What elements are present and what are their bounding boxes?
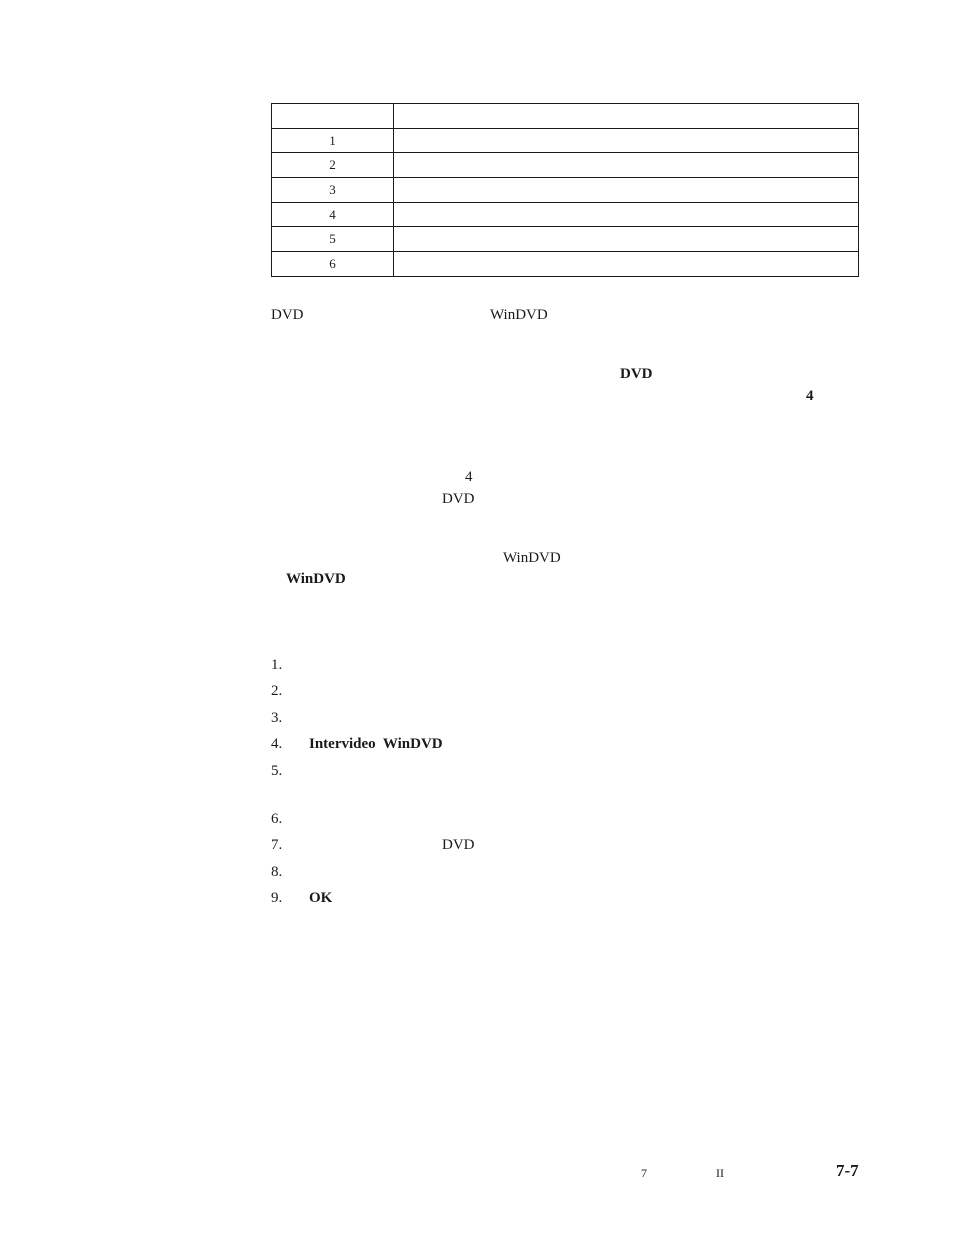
footer-chapter: 7 <box>641 1166 647 1180</box>
step-text: Intervideo WinDVD <box>309 736 443 752</box>
para2-four-bold: 4 <box>806 388 814 404</box>
para1-dvd-text: DVD <box>271 307 304 323</box>
step-number: 4. <box>271 736 283 752</box>
step-number: 5. <box>271 763 283 779</box>
table-header-cell <box>394 104 859 129</box>
para3-dvd-text: DVD <box>442 491 475 507</box>
step-number: 1. <box>271 657 283 673</box>
step-number: 3. <box>271 710 283 726</box>
footer-part: II <box>716 1166 724 1180</box>
table-row <box>272 153 859 178</box>
para1-windvd-text: WinDVD <box>490 307 548 323</box>
region-code-cell: 4 <box>272 202 394 227</box>
table-row <box>272 227 859 252</box>
step-number: 9. <box>271 890 283 906</box>
page-number: 7-7 <box>836 1161 859 1180</box>
region-code-table <box>271 103 859 277</box>
region-desc-cell <box>394 178 859 203</box>
table-header-cell <box>272 104 394 129</box>
table-header-row <box>272 104 859 129</box>
para2-dvd-bold: DVD <box>620 366 653 382</box>
region-desc-cell <box>394 153 859 178</box>
table-row <box>272 178 859 203</box>
para4-windvd-text: WinDVD <box>503 550 561 566</box>
para4-windvd-bold: WinDVD <box>286 571 346 587</box>
region-desc-cell <box>394 227 859 252</box>
region-code-cell: 1 <box>272 128 394 153</box>
step-text: OK <box>309 890 333 906</box>
step-number: 6. <box>271 811 283 827</box>
region-desc-cell <box>394 252 859 277</box>
region-code-cell: 3 <box>272 178 394 203</box>
step-number: 8. <box>271 864 283 880</box>
region-desc-cell <box>394 128 859 153</box>
table-row <box>272 128 859 153</box>
step-number: 7. <box>271 837 283 853</box>
step-number: 2. <box>271 683 283 699</box>
region-code-cell: 2 <box>272 153 394 178</box>
table-row <box>272 252 859 277</box>
region-code-cell: 6 <box>272 252 394 277</box>
region-code-cell: 5 <box>272 227 394 252</box>
para3-four-text: 4 <box>465 469 473 485</box>
table-row <box>272 202 859 227</box>
step-text: DVD <box>442 837 475 853</box>
region-desc-cell <box>394 202 859 227</box>
